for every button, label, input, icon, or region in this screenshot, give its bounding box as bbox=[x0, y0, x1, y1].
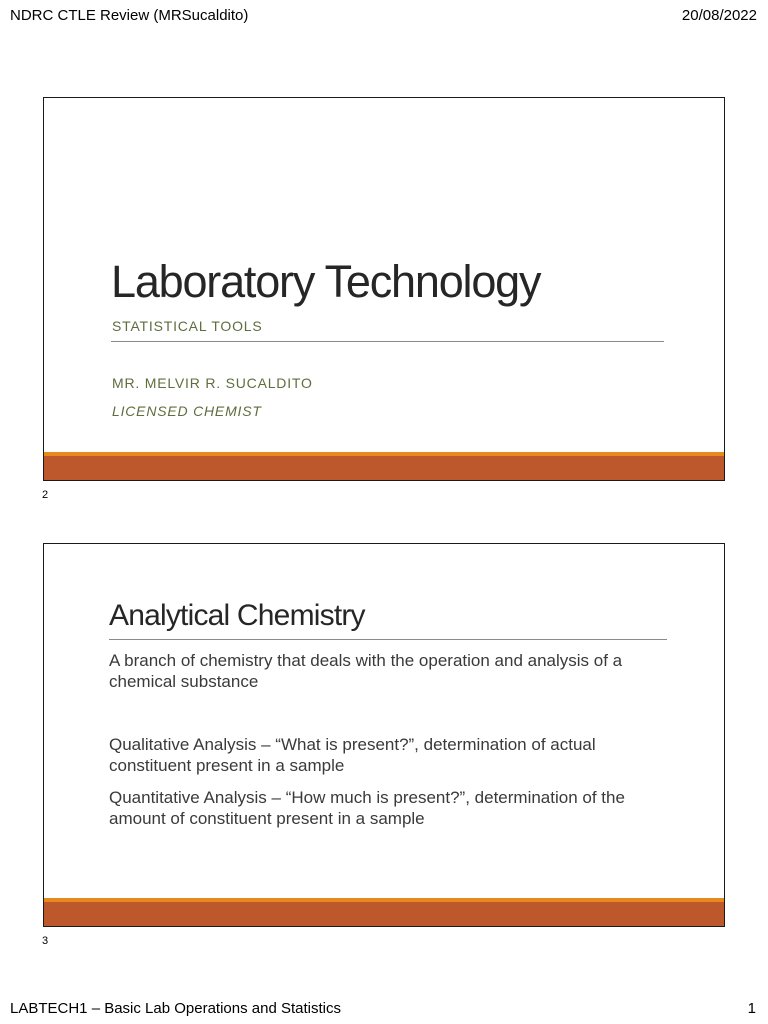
slide-divider bbox=[109, 639, 667, 640]
slide-subtitle: STATISTICAL TOOLS bbox=[112, 318, 263, 334]
slide-number: 3 bbox=[42, 935, 49, 947]
slide-definition-text: A branch of chemistry that deals with the operation and analysis of a chemical substance bbox=[109, 651, 623, 691]
document-header-title: NDRC CTLE Review (MRSucaldito) bbox=[10, 7, 249, 24]
slide-divider bbox=[111, 341, 664, 342]
slide-title-heading: Laboratory Technology bbox=[111, 256, 541, 307]
slide-qualitative-text: Qualitative Analysis – “What is present?”, determination of actual constituent present in a sample bbox=[109, 735, 596, 775]
slide-author-role: LICENSED CHEMIST bbox=[112, 403, 262, 419]
document-footer-title: LABTECH1 – Basic Lab Operations and Statistics bbox=[10, 1000, 341, 1017]
document-page-number: 1 bbox=[747, 1000, 756, 1017]
slide-footer-band bbox=[44, 456, 724, 481]
slide-number: 2 bbox=[42, 489, 49, 501]
slide-heading: Analytical Chemistry bbox=[109, 599, 365, 632]
slide-quantitative-text: Quantitative Analysis – “How much is present?”, determination of the amount of constituent present in a sample bbox=[109, 788, 625, 828]
slide-analytical-chemistry bbox=[43, 543, 725, 927]
document-header-date: 20/08/2022 bbox=[681, 7, 757, 24]
slide-title bbox=[43, 97, 725, 481]
slide-author: MR. MELVIR R. SUCALDITO bbox=[112, 375, 313, 391]
slide-footer-band bbox=[44, 902, 724, 927]
